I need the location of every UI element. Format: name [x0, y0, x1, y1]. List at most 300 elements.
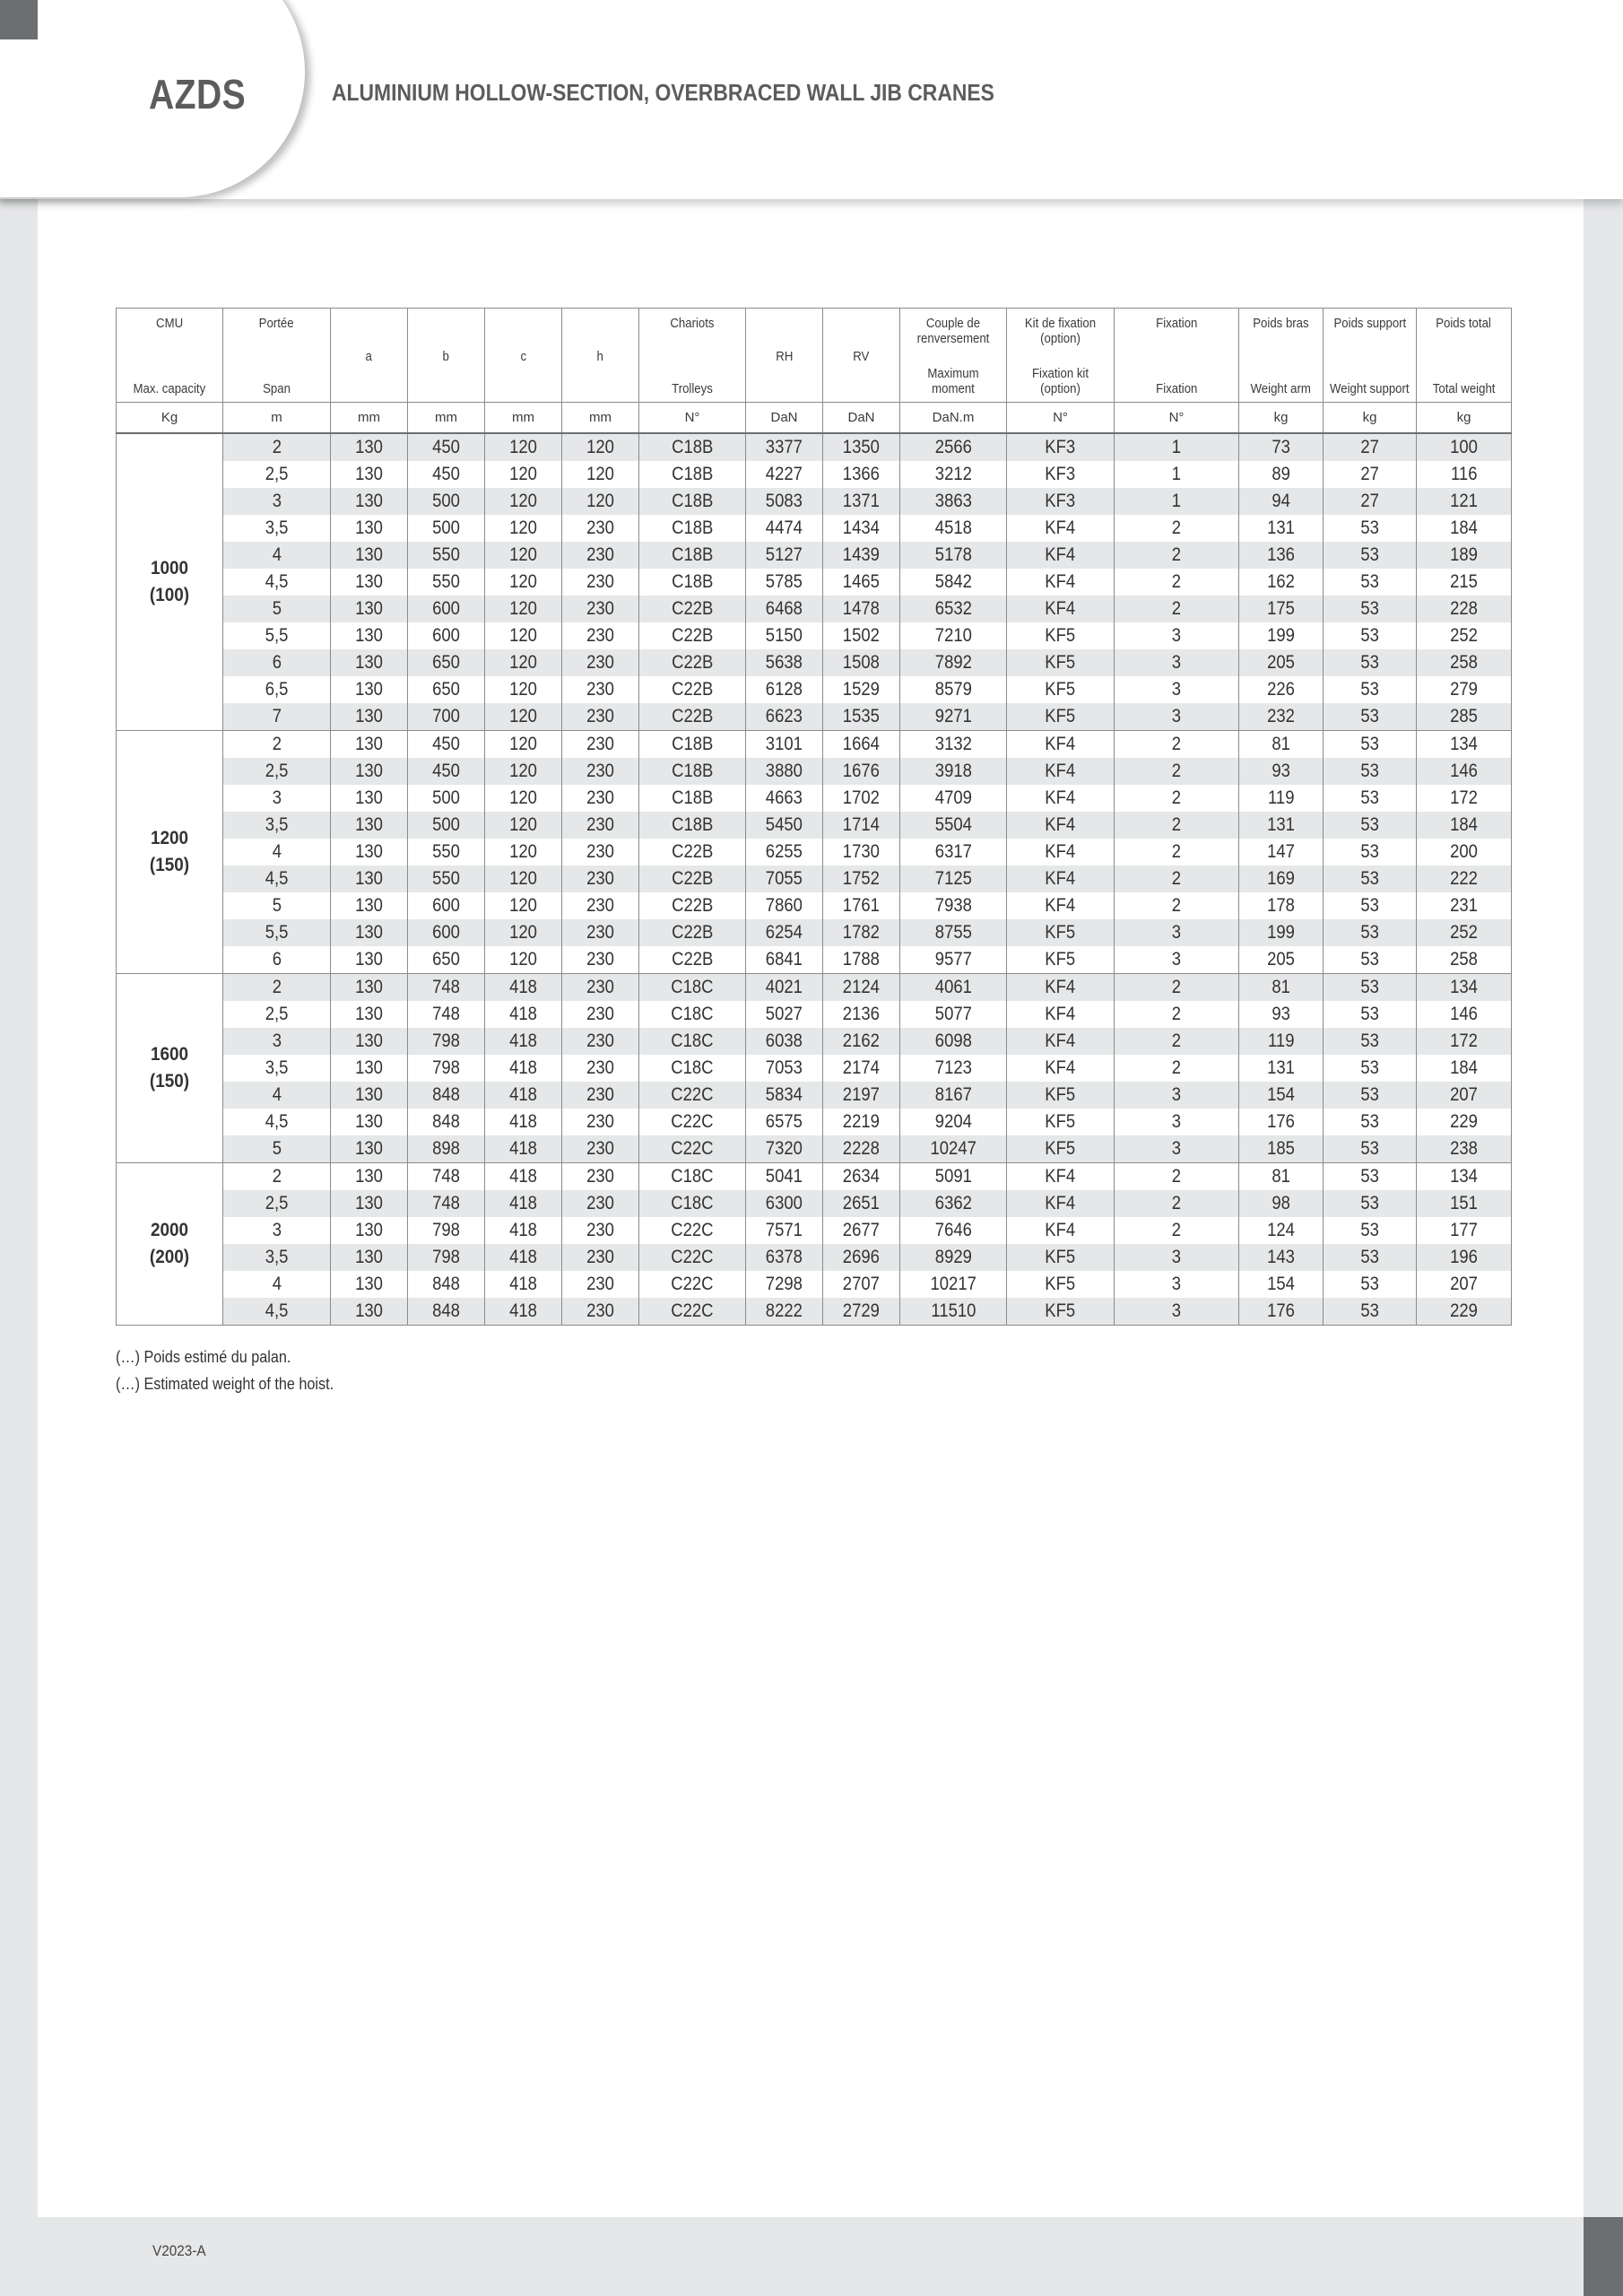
table-cell — [223, 1271, 331, 1298]
table-cell — [746, 1109, 823, 1135]
column-header-fr: Fixation — [1155, 316, 1198, 331]
cell-value: 4474 — [765, 517, 803, 538]
cell-value: 1439 — [842, 544, 881, 565]
unit-cell: mm — [485, 403, 562, 434]
table-cell — [223, 461, 331, 488]
table-cell — [331, 1001, 408, 1028]
table-cell — [223, 433, 331, 461]
cell-value: 1465 — [842, 571, 881, 592]
table-cell — [223, 596, 331, 622]
table-cell — [1417, 758, 1512, 785]
cell-value: 650 — [432, 679, 460, 700]
cell-value: 418 — [509, 1166, 537, 1187]
cell-value: 230 — [586, 1247, 614, 1267]
column-header-fr: Poids total — [1436, 316, 1492, 331]
cell-value: 2566 — [934, 437, 972, 457]
cell-value: 134 — [1450, 734, 1478, 754]
cell-value: C18B — [671, 787, 714, 808]
unit-cell: N° — [1007, 403, 1115, 434]
table-row — [117, 1163, 1512, 1191]
table-cell — [823, 1163, 900, 1191]
cell-value: 2 — [1171, 734, 1182, 754]
cell-value: 550 — [432, 571, 460, 592]
cell-value: 222 — [1450, 868, 1478, 889]
cell-value: C22B — [671, 895, 714, 916]
table-cell — [1239, 676, 1324, 703]
table-cell — [1115, 892, 1239, 919]
table-cell — [1115, 622, 1239, 649]
table-cell — [223, 1244, 331, 1271]
table-cell — [331, 919, 408, 946]
cell-value: 120 — [509, 814, 537, 835]
cell-value: 258 — [1450, 652, 1478, 673]
cell-value: 131 — [1267, 517, 1295, 538]
table-cell — [408, 758, 485, 785]
table-row — [117, 1217, 1512, 1244]
table-cell — [331, 515, 408, 542]
cell-value: 5 — [272, 895, 282, 916]
cell-value: 2 — [1171, 787, 1182, 808]
cell-value: 450 — [432, 761, 460, 781]
table-cell — [408, 1244, 485, 1271]
cell-value: 53 — [1360, 977, 1379, 997]
table-cell — [1115, 596, 1239, 622]
cell-value: 53 — [1360, 1138, 1379, 1159]
table-cell — [1324, 758, 1417, 785]
cell-value: KF5 — [1045, 1138, 1076, 1159]
table-cell — [223, 542, 331, 569]
hoist-weight-value: (100) — [149, 585, 190, 605]
table-cell — [639, 461, 746, 488]
cell-value: KF5 — [1045, 922, 1076, 943]
table-cell — [1007, 1244, 1115, 1271]
cell-value: 2 — [272, 734, 282, 754]
cell-value: 130 — [355, 571, 383, 592]
table-cell — [1324, 892, 1417, 919]
table-cell — [485, 1244, 562, 1271]
column-header — [117, 309, 223, 403]
cell-value: 120 — [509, 679, 537, 700]
table-cell — [562, 676, 639, 703]
table-row — [117, 649, 1512, 676]
cell-value: 130 — [355, 868, 383, 889]
cell-value: 205 — [1267, 949, 1295, 970]
cell-value: 230 — [586, 544, 614, 565]
cell-value: 1676 — [842, 761, 881, 781]
table-cell — [746, 461, 823, 488]
cell-value: 130 — [355, 787, 383, 808]
table-cell — [900, 1001, 1007, 1028]
table-cell — [746, 1163, 823, 1191]
table-cell — [1239, 1028, 1324, 1055]
table-cell — [900, 1271, 1007, 1298]
cell-value: 146 — [1450, 761, 1478, 781]
table-cell — [1115, 919, 1239, 946]
table-cell — [562, 1001, 639, 1028]
column-header — [485, 309, 562, 403]
cell-value: 4,5 — [265, 1300, 289, 1321]
table-cell — [639, 1190, 746, 1217]
capacity-cell — [117, 433, 223, 731]
cell-value: 136 — [1267, 544, 1295, 565]
left-margin — [0, 0, 38, 2296]
cell-value: 2162 — [842, 1031, 881, 1051]
table-cell — [746, 649, 823, 676]
cell-value: 120 — [509, 734, 537, 754]
table-header-row — [117, 309, 1512, 403]
cell-value: 120 — [509, 437, 537, 457]
cell-value: 230 — [586, 652, 614, 673]
cell-value: C18C — [671, 1166, 714, 1187]
cell-value: 3918 — [934, 761, 972, 781]
table-cell — [1007, 1217, 1115, 1244]
table-cell — [223, 785, 331, 812]
table-cell — [900, 1028, 1007, 1055]
cell-value: 748 — [432, 1193, 460, 1213]
table-cell — [331, 731, 408, 759]
cell-value: 143 — [1267, 1247, 1295, 1267]
table-cell — [1007, 812, 1115, 839]
cell-value: 130 — [355, 841, 383, 862]
table-cell — [485, 676, 562, 703]
footer-bar — [38, 2217, 1584, 2296]
table-cell — [331, 1217, 408, 1244]
table-cell — [1417, 433, 1512, 461]
table-cell — [639, 622, 746, 649]
cell-value: C22B — [671, 841, 714, 862]
cell-value: 120 — [509, 491, 537, 511]
cell-value: KF3 — [1045, 437, 1076, 457]
capacity-cell — [117, 974, 223, 1163]
cell-value: 130 — [355, 895, 383, 916]
table-cell — [408, 892, 485, 919]
table-cell — [639, 839, 746, 865]
table-cell — [1007, 596, 1115, 622]
table-cell — [1417, 731, 1512, 759]
cell-value: 93 — [1271, 761, 1290, 781]
table-cell — [823, 919, 900, 946]
cell-value: 2 — [1171, 1031, 1182, 1051]
table-cell — [1115, 1163, 1239, 1191]
table-cell — [1007, 1190, 1115, 1217]
table-body — [117, 433, 1512, 1326]
table-cell — [900, 865, 1007, 892]
table-cell — [223, 1028, 331, 1055]
table-cell — [223, 731, 331, 759]
cell-value: 230 — [586, 922, 614, 943]
table-cell — [823, 515, 900, 542]
table-cell — [1007, 946, 1115, 974]
column-header — [562, 309, 639, 403]
cell-value: 5027 — [765, 1004, 803, 1024]
table-cell — [1417, 1001, 1512, 1028]
table-cell — [1239, 542, 1324, 569]
table-cell — [1115, 1271, 1239, 1298]
cell-value: 418 — [509, 1138, 537, 1159]
cell-value: C18B — [671, 437, 714, 457]
unit-cell: mm — [562, 403, 639, 434]
cell-value: C22C — [671, 1300, 714, 1321]
table-row — [117, 839, 1512, 865]
cell-value: 130 — [355, 922, 383, 943]
table-cell — [746, 1135, 823, 1163]
table-cell — [485, 758, 562, 785]
table-cell — [408, 1135, 485, 1163]
table-cell — [746, 1244, 823, 1271]
cell-value: 230 — [586, 1138, 614, 1159]
table-cell — [639, 785, 746, 812]
cell-value: KF4 — [1045, 544, 1076, 565]
cell-value: 120 — [509, 922, 537, 943]
table-cell — [1007, 569, 1115, 596]
cell-value: KF5 — [1045, 706, 1076, 726]
table-cell — [408, 1271, 485, 1298]
cell-value: 5,5 — [265, 922, 289, 943]
table-cell — [823, 892, 900, 919]
table-row — [117, 1109, 1512, 1135]
table-cell — [331, 1163, 408, 1191]
column-header-en: Total weight — [1432, 381, 1496, 396]
table-cell — [1417, 1055, 1512, 1082]
table-cell — [485, 1055, 562, 1082]
cell-value: 7125 — [934, 868, 972, 889]
table-cell — [746, 542, 823, 569]
cell-value: 7210 — [934, 625, 972, 646]
cell-value: 5083 — [765, 491, 803, 511]
table-cell — [1324, 569, 1417, 596]
table-cell — [823, 865, 900, 892]
table-cell — [408, 946, 485, 974]
table-cell — [1239, 703, 1324, 731]
cell-value: 3 — [1171, 1300, 1182, 1321]
cell-value: 53 — [1360, 1274, 1379, 1294]
cell-value: 2 — [1171, 814, 1182, 835]
table-cell — [485, 785, 562, 812]
cell-value: 5150 — [765, 625, 803, 646]
table-cell — [746, 1298, 823, 1326]
table-row — [117, 974, 1512, 1002]
column-header — [1417, 309, 1512, 403]
table-cell — [1239, 892, 1324, 919]
table-cell — [562, 1244, 639, 1271]
cell-value: 130 — [355, 598, 383, 619]
cell-value: C22B — [671, 922, 714, 943]
table-cell — [223, 649, 331, 676]
cell-value: 898 — [432, 1138, 460, 1159]
cell-value: 8755 — [934, 922, 972, 943]
table-cell — [331, 785, 408, 812]
cell-value: 172 — [1450, 1031, 1478, 1051]
table-cell — [900, 839, 1007, 865]
table-cell — [900, 731, 1007, 759]
cell-value: 5450 — [765, 814, 803, 835]
table-cell — [1239, 596, 1324, 622]
cell-value: 154 — [1267, 1274, 1295, 1294]
cell-value: 134 — [1450, 977, 1478, 997]
table-cell — [1324, 1190, 1417, 1217]
cell-value: 207 — [1450, 1274, 1478, 1294]
table-cell — [823, 1001, 900, 1028]
cell-value: 285 — [1450, 706, 1478, 726]
unit-cell: kg — [1324, 403, 1417, 434]
table-cell — [1324, 1028, 1417, 1055]
table-cell — [1007, 515, 1115, 542]
cell-value: 4,5 — [265, 868, 289, 889]
cell-value: 130 — [355, 761, 383, 781]
column-header-fr: Portée — [259, 316, 294, 331]
cell-value: 5091 — [934, 1166, 972, 1187]
capacity-value: 1200 — [150, 828, 189, 848]
table-cell — [1324, 865, 1417, 892]
cell-value: 848 — [432, 1084, 460, 1105]
column-header-fr: Poids support — [1333, 316, 1406, 331]
cell-value: 130 — [355, 1111, 383, 1132]
cell-value: C18B — [671, 761, 714, 781]
table-cell — [223, 1190, 331, 1217]
cell-value: 53 — [1360, 949, 1379, 970]
table-cell — [331, 596, 408, 622]
table-cell — [746, 1055, 823, 1082]
table-cell — [900, 542, 1007, 569]
cell-value: 6 — [272, 949, 282, 970]
cell-value: 215 — [1450, 571, 1478, 592]
table-cell — [1007, 1082, 1115, 1109]
cell-value: 1761 — [842, 895, 881, 916]
table-cell — [223, 919, 331, 946]
table-cell — [562, 569, 639, 596]
table-cell — [1115, 974, 1239, 1002]
table-cell — [331, 461, 408, 488]
cell-value: 6378 — [765, 1247, 803, 1267]
table-cell — [331, 488, 408, 515]
table-cell — [639, 488, 746, 515]
table-cell — [1007, 676, 1115, 703]
cell-value: 5041 — [765, 1166, 803, 1187]
cell-value: 1 — [1171, 464, 1182, 484]
table-cell — [562, 1109, 639, 1135]
cell-value: 1664 — [842, 734, 881, 754]
table-cell — [1115, 812, 1239, 839]
table-cell — [1007, 1055, 1115, 1082]
cell-value: 252 — [1450, 922, 1478, 943]
capacity-value: 2000 — [150, 1220, 189, 1240]
cell-value: C18B — [671, 734, 714, 754]
cell-value: KF5 — [1045, 652, 1076, 673]
cell-value: 230 — [586, 517, 614, 538]
cell-value: 120 — [509, 517, 537, 538]
table-cell — [1115, 569, 1239, 596]
table-cell — [485, 1135, 562, 1163]
table-cell — [562, 758, 639, 785]
table-cell — [746, 676, 823, 703]
table-cell — [1417, 839, 1512, 865]
cell-value: 2729 — [842, 1300, 881, 1321]
table-row — [117, 946, 1512, 974]
table-cell — [1324, 676, 1417, 703]
cell-value: KF5 — [1045, 1111, 1076, 1132]
table-cell — [562, 1082, 639, 1109]
cell-value: 231 — [1450, 895, 1478, 916]
cell-value: 4 — [272, 1084, 282, 1105]
cell-value: 2 — [1171, 1004, 1182, 1024]
cell-value: 3 — [1171, 706, 1182, 726]
table-cell — [639, 731, 746, 759]
table-cell — [1417, 1135, 1512, 1163]
cell-value: 4663 — [765, 787, 803, 808]
cell-value: 130 — [355, 1300, 383, 1321]
cell-value: KF4 — [1045, 814, 1076, 835]
table-cell — [1007, 433, 1115, 461]
cell-value: 6532 — [934, 598, 972, 619]
table-cell — [746, 812, 823, 839]
cell-value: 162 — [1267, 571, 1295, 592]
table-cell — [639, 946, 746, 974]
table-row — [117, 758, 1512, 785]
table-cell — [408, 433, 485, 461]
table-cell — [485, 1109, 562, 1135]
cell-value: C22C — [671, 1220, 714, 1240]
table-cell — [823, 812, 900, 839]
cell-value: C18C — [671, 977, 714, 997]
table-row — [117, 1082, 1512, 1109]
cell-value: 1535 — [842, 706, 881, 726]
cell-value: 550 — [432, 841, 460, 862]
table-cell — [223, 974, 331, 1002]
cell-value: C22B — [671, 949, 714, 970]
table-cell — [408, 461, 485, 488]
table-cell — [823, 1135, 900, 1163]
cell-value: 3 — [1171, 1138, 1182, 1159]
cell-value: 9204 — [934, 1111, 972, 1132]
table-cell — [900, 433, 1007, 461]
table-cell — [900, 622, 1007, 649]
table-cell — [746, 1271, 823, 1298]
table-cell — [1239, 731, 1324, 759]
cell-value: 2,5 — [265, 761, 289, 781]
table-cell — [639, 1028, 746, 1055]
cell-value: 600 — [432, 598, 460, 619]
cell-value: 2 — [272, 1166, 282, 1187]
cell-value: 7646 — [934, 1220, 972, 1240]
cell-value: 130 — [355, 652, 383, 673]
table-cell — [639, 1135, 746, 1163]
cell-value: 230 — [586, 949, 614, 970]
cell-value: 177 — [1450, 1220, 1478, 1240]
table-cell — [1417, 488, 1512, 515]
cell-value: 230 — [586, 625, 614, 646]
cell-value: 8929 — [934, 1247, 972, 1267]
cell-value: 2 — [1171, 895, 1182, 916]
table-cell — [900, 946, 1007, 974]
cell-value: 130 — [355, 1084, 383, 1105]
table-cell — [485, 946, 562, 974]
cell-value: 176 — [1267, 1111, 1295, 1132]
table-cell — [1324, 919, 1417, 946]
cell-value: C18B — [671, 544, 714, 565]
column-header-en: Fixation — [1155, 381, 1198, 396]
table-cell — [408, 1055, 485, 1082]
table-cell — [1115, 676, 1239, 703]
table-cell — [562, 515, 639, 542]
table-cell — [408, 839, 485, 865]
table-cell — [1324, 785, 1417, 812]
cell-value: 2677 — [842, 1220, 881, 1240]
cell-value: KF4 — [1045, 1057, 1076, 1078]
cell-value: 2174 — [842, 1057, 881, 1078]
cell-value: 230 — [586, 1193, 614, 1213]
cell-value: KF3 — [1045, 464, 1076, 484]
cell-value: 1 — [1171, 437, 1182, 457]
